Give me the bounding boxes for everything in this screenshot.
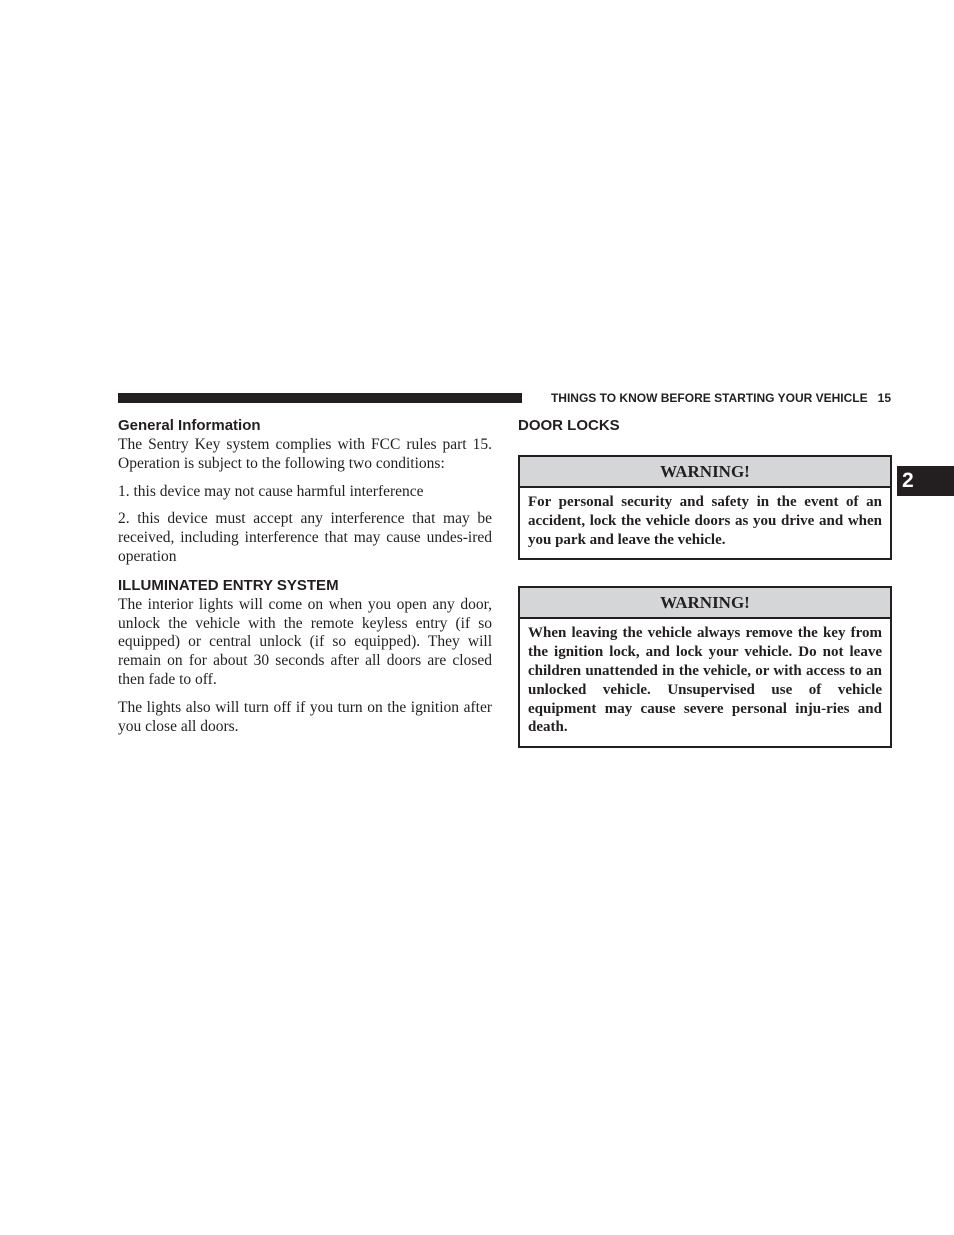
- left-column: [118, 416, 492, 736]
- door-locks-heading: DOOR LOCKS: [518, 417, 620, 434]
- illuminated-entry-heading: ILLUMINATED ENTRY SYSTEM: [118, 576, 339, 594]
- page-number: 15: [877, 391, 891, 405]
- general-information-heading: General Information: [118, 417, 261, 434]
- illuminated-entry-text-2: The lights also will turn off if you turn on the ignition after you close all doors.: [118, 698, 492, 735]
- general-information-text: The Sentry Key system complies with FCC rules part 15. Operation is subject to the following two conditions:: [118, 436, 492, 472]
- right-column: [518, 416, 892, 748]
- chapter-tab: 2: [897, 466, 954, 496]
- warning-text: For personal security and safety in the event of an accident, lock the vehicle doors as you drive and when you park and leave the vehicle.: [528, 494, 882, 548]
- running-header-title: THINGS TO KNOW BEFORE STARTING YOUR VEHICLE: [550, 391, 868, 405]
- warning-box-2: [518, 586, 892, 748]
- warning-title: WARNING!: [520, 588, 890, 619]
- running-header: [533, 390, 891, 406]
- warning-title: WARNING!: [520, 457, 890, 488]
- warning-box-1: [518, 455, 892, 560]
- illuminated-entry-text-1: The interior lights will come on when you open any door, unlock the vehicle with the remote keyless entry (if so equipped) or central unlock (if so equipped). They will remain on for about 30 seconds after all doors are closed then fade to off.: [118, 595, 492, 688]
- warning-text: When leaving the vehicle always remove the key from the ignition lock, and lock your vehicle. Do not leave children unattended in the vehicle, or with access to an unlocked vehicle. Unsupervised use of vehicle equipment may cause severe personal inju-ries and death.: [528, 625, 882, 736]
- condition-2: 2. this device must accept any interference that may be received, including interference that may cause undes-ired operation: [118, 510, 492, 565]
- header-rule: [118, 393, 522, 403]
- condition-1: 1. this device may not cause harmful interference: [118, 482, 424, 500]
